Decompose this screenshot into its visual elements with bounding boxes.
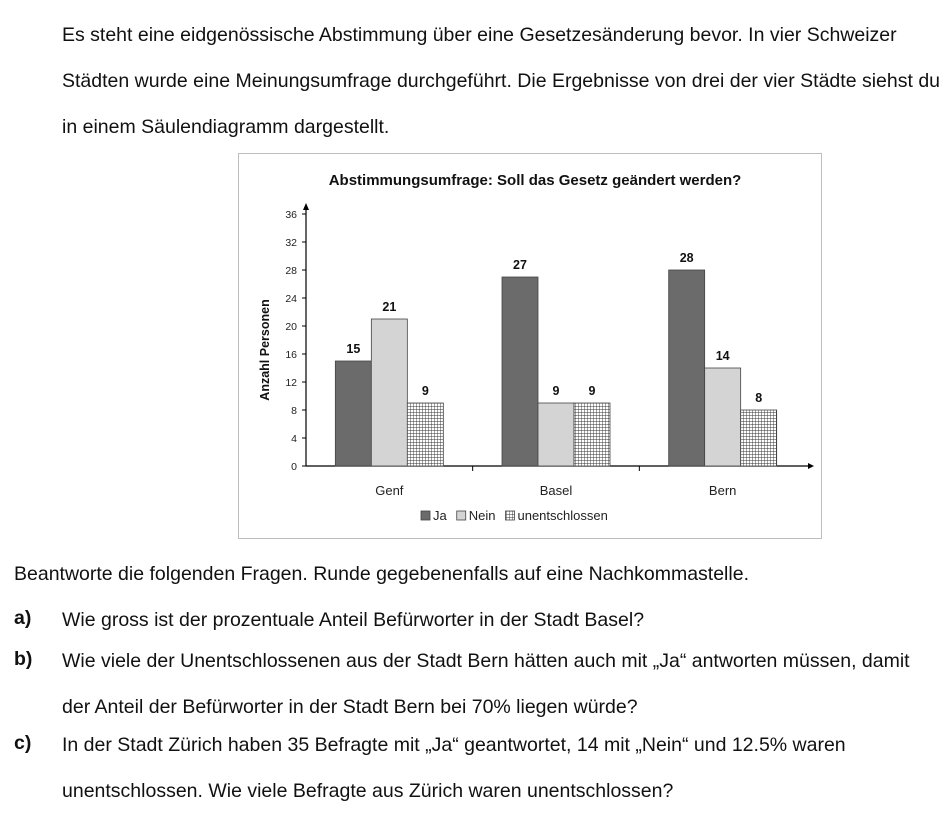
intro-text: Es steht eine eidgenössische Abstimmung über eine Gesetzesänderung bevor. In vier Schweizer Städten wurde eine Meinungsumfrage durchgeführt. Die Ergebnisse von drei der vier Städte siehst du in einem Säulendiagramm dargestellt.: [62, 24, 941, 138]
x-tick-label: Bern: [708, 483, 737, 498]
y-tick-label: 20: [285, 321, 297, 333]
y-tick-label: 24: [285, 293, 297, 305]
instructions-text: Beantworte die folgenden Fragen. Runde gegebenenfalls auf eine Nachkommastelle.: [14, 563, 749, 585]
question-b-text: Wie viele der Unentschlossenen aus der Stadt Bern hätten auch mit „Ja“ antworten müssen, damit der Anteil der Befürworter in der Stadt Bern bei 70% liegen würde?: [62, 650, 910, 718]
y-tick-label: 36: [285, 209, 297, 221]
legend-label: Nein: [468, 508, 496, 523]
chart-container: [238, 153, 822, 539]
question-a-label: a): [14, 607, 32, 629]
y-axis-arrow: [303, 203, 309, 210]
y-tick-label: 28: [285, 265, 297, 277]
question-c-label: c): [14, 732, 32, 754]
legend-label: unentschlossen: [517, 508, 608, 523]
data-label: 21: [382, 300, 397, 314]
y-tick-label: 8: [291, 405, 297, 417]
y-tick-label: 12: [285, 377, 297, 389]
legend-label: Ja: [433, 508, 447, 523]
question-a-text: Wie gross ist der prozentuale Anteil Befürworter in der Stadt Basel?: [62, 609, 645, 631]
legend-swatch: [457, 511, 466, 520]
x-tick-label: Basel: [539, 483, 573, 498]
question-c-text: In der Stadt Zürich haben 35 Befragte mit „Ja“ geantwortet, 14 mit „Nein“ und 12.5% waren unentschlossen. Wie viele Befragte aus Zürich waren unentschlossen?: [62, 734, 846, 802]
bar: [335, 361, 371, 466]
bar: [371, 319, 407, 466]
data-label: 15: [346, 342, 361, 356]
bar: [705, 368, 741, 466]
bar: [538, 403, 574, 466]
y-tick-label: 0: [291, 461, 297, 473]
bar: [407, 403, 443, 466]
legend-swatch: [505, 511, 514, 520]
data-label: 9: [552, 384, 560, 398]
y-tick-label: 16: [285, 349, 297, 361]
data-label: 8: [755, 391, 763, 405]
data-label: 9: [421, 384, 429, 398]
data-label: 28: [679, 251, 694, 265]
legend-swatch: [421, 511, 430, 520]
bar: [669, 270, 705, 466]
question-b-label: b): [14, 648, 33, 670]
y-tick-label: 32: [285, 237, 297, 249]
x-axis-arrow: [808, 463, 814, 469]
data-label: 27: [513, 258, 527, 272]
y-tick-label: 4: [291, 433, 297, 445]
bar: [502, 277, 538, 466]
chart-title: Abstimmungsumfrage: Soll das Gesetz geändert werden?: [328, 172, 742, 189]
bar: [741, 410, 777, 466]
data-label: 14: [715, 349, 730, 363]
y-axis-label: Anzahl Personen: [258, 299, 272, 401]
bar: [574, 403, 610, 466]
bar-chart: [239, 154, 823, 540]
x-tick-label: Genf: [375, 483, 404, 498]
data-label: 9: [588, 384, 596, 398]
